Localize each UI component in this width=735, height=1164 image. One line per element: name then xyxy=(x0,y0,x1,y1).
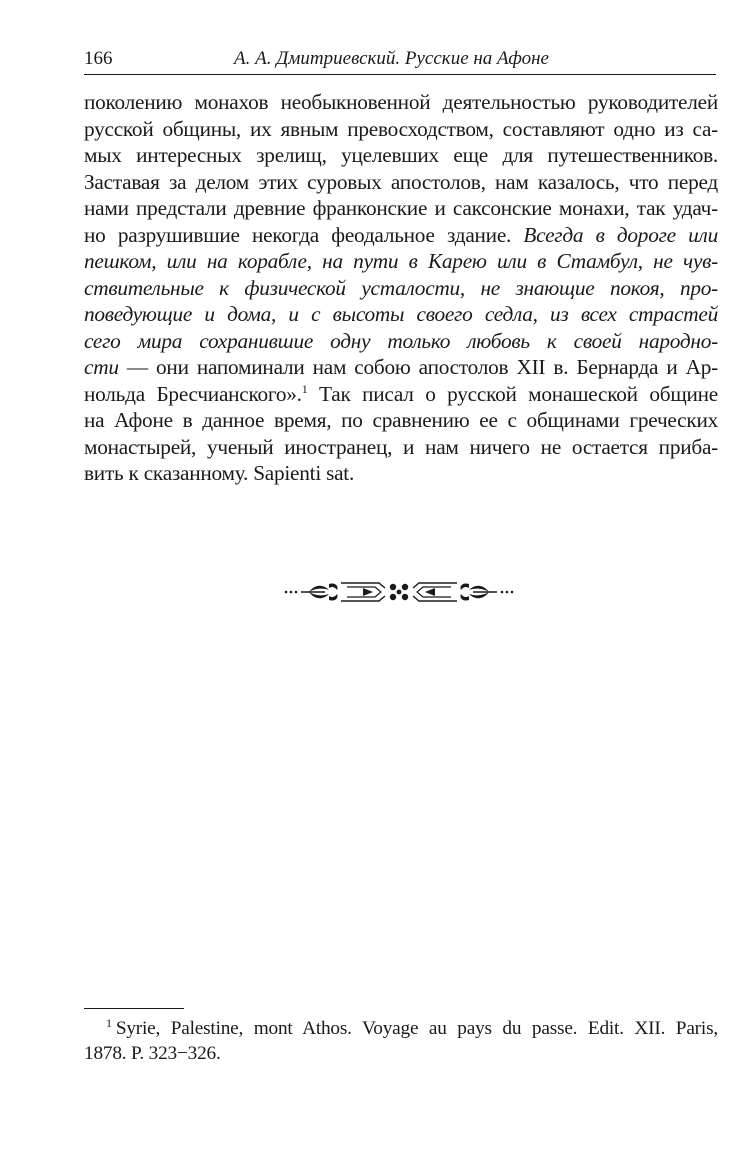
running-title: А. А. Дмитриевский. Русские на Афоне xyxy=(234,48,549,69)
italic-quote-run: Всегда в дороге или xyxy=(523,222,718,247)
text-line: вить к сказанному. Sapienti sat. xyxy=(84,461,355,485)
text-line xyxy=(84,381,718,408)
italic-quote-line: поведующие и дома, и с высоты своего седла, из всех страстей xyxy=(84,302,718,326)
italic-quote-line: пешком, или на корабле, на пути в Карею или в Стамбул, не чув- xyxy=(84,249,718,273)
footnote-line: 1878. P. 323−326. xyxy=(84,1043,221,1064)
footnote-separator xyxy=(84,1008,184,1009)
text-line: Заставая за делом этих суровых апостолов, нам казалось, что перед xyxy=(84,169,718,194)
text-run: — они напоминали нам собою апостолов XII в. Бернарда и Ар- xyxy=(118,355,718,379)
footnote-line xyxy=(84,1016,718,1041)
text-line: нами предстали древние франконские и саксонские монахи, так удач- xyxy=(84,196,718,220)
running-header xyxy=(84,46,716,75)
text-line: мых интересных зрелищ, уцелевших еще для путешественников. xyxy=(84,143,718,167)
page-number: 166 xyxy=(84,48,113,69)
text-run: нольда Бресчианского». xyxy=(84,381,302,406)
text-line xyxy=(84,354,718,381)
italic-quote-line: сего мира сохранившие одну только любовь к своей народно- xyxy=(84,328,718,353)
text-line: на Афоне в данное время, по сравнению ее с общинами греческих xyxy=(84,408,718,432)
footnote xyxy=(84,1016,718,1066)
footnote-reference[interactable]: 1 xyxy=(301,381,308,396)
text-line: русской общины, их явным превосходством, составляют одно из са- xyxy=(84,116,718,141)
italic-quote-line: ствительные к физической усталости, не знающие покоя, про- xyxy=(84,275,718,300)
decorative-fleuron-divider-icon xyxy=(283,578,515,606)
footnote-marker: 1 xyxy=(106,1016,112,1030)
footnote-text: Syrie, Palestine, mont Athos. Voyage au pays du passe. Edit. XII. Paris, xyxy=(115,1018,718,1039)
text-line: монастырей, ученый иностранец, и нам ничего не остается прибa- xyxy=(84,434,718,459)
text-run: Так писал о русской монашеской общине xyxy=(307,381,718,406)
body-text xyxy=(84,89,718,487)
italic-quote-run: сти xyxy=(84,355,119,379)
text-line: поколению монахов необыкновенной деятельностью руководителей xyxy=(84,90,718,114)
text-run: но разрушившие некогда феодальное здание. xyxy=(84,222,512,247)
text-line xyxy=(84,222,718,249)
